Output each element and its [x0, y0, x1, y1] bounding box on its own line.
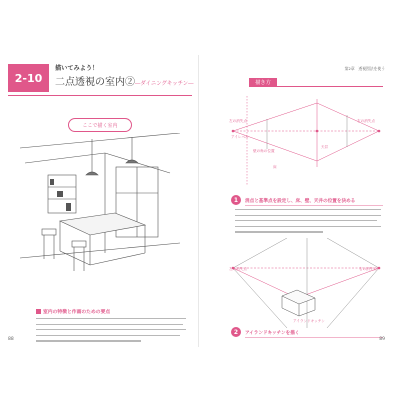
text-line	[36, 340, 141, 341]
caption-pill: ここで描く室内	[68, 118, 132, 132]
label-eye-level: アイレベル	[231, 135, 249, 139]
title-rule	[8, 95, 192, 96]
left-page	[8, 55, 192, 347]
label-vp-right: 右の消失点	[357, 119, 375, 123]
step-title: アイランドキッチンを描く	[245, 331, 300, 336]
label-vp-right-2: 右の消失点	[359, 267, 377, 271]
title-subtitle: ―ダイニングキッチン―	[135, 81, 194, 87]
step-number: 2	[231, 327, 241, 337]
chapter-number: 2-10	[8, 64, 49, 92]
text-line	[235, 226, 381, 227]
steps-rule	[249, 86, 383, 87]
steps-tag: 描き方	[249, 78, 277, 87]
text-line	[36, 324, 183, 325]
text-line	[235, 209, 381, 210]
text-line	[235, 220, 377, 221]
step-rule	[245, 205, 383, 206]
page-title	[55, 73, 194, 88]
page-number: 88	[8, 337, 14, 342]
page-number: 89	[379, 337, 385, 342]
body-text-block	[36, 318, 186, 346]
label-floor: 床	[273, 165, 277, 169]
chapter-kicker: 描いてみよう！	[55, 65, 99, 72]
label-island: アイランドキッチン	[293, 319, 325, 323]
step-text-block	[235, 209, 381, 237]
text-line	[235, 231, 323, 232]
dining-kitchen-illustration	[20, 133, 180, 273]
text-line	[36, 335, 180, 336]
text-line	[235, 215, 381, 216]
text-line	[36, 318, 186, 319]
right-page	[201, 55, 385, 347]
section-marker-icon	[36, 309, 41, 314]
label-wall-height: 天井	[321, 145, 329, 149]
gutter	[198, 55, 199, 347]
running-head: 第2章 透視図法を使う	[344, 66, 385, 71]
step-rule	[245, 337, 383, 338]
label-vp-left-2: 左の消失点	[229, 267, 247, 271]
step-title: 消点と基準点を設定し、床、壁、天井の位置を決める	[245, 199, 356, 204]
label-vp-left: 左の消失点	[229, 119, 247, 123]
section-heading-text: 室内の特徴と作画のための要点	[43, 310, 111, 315]
perspective-diagram-1	[227, 91, 385, 191]
title-text: 二点透視の室内②	[55, 77, 135, 88]
section-heading	[36, 308, 110, 315]
label-corner: 壁の角の位置	[253, 149, 275, 153]
step-number: 1	[231, 195, 241, 205]
text-line	[36, 329, 186, 330]
